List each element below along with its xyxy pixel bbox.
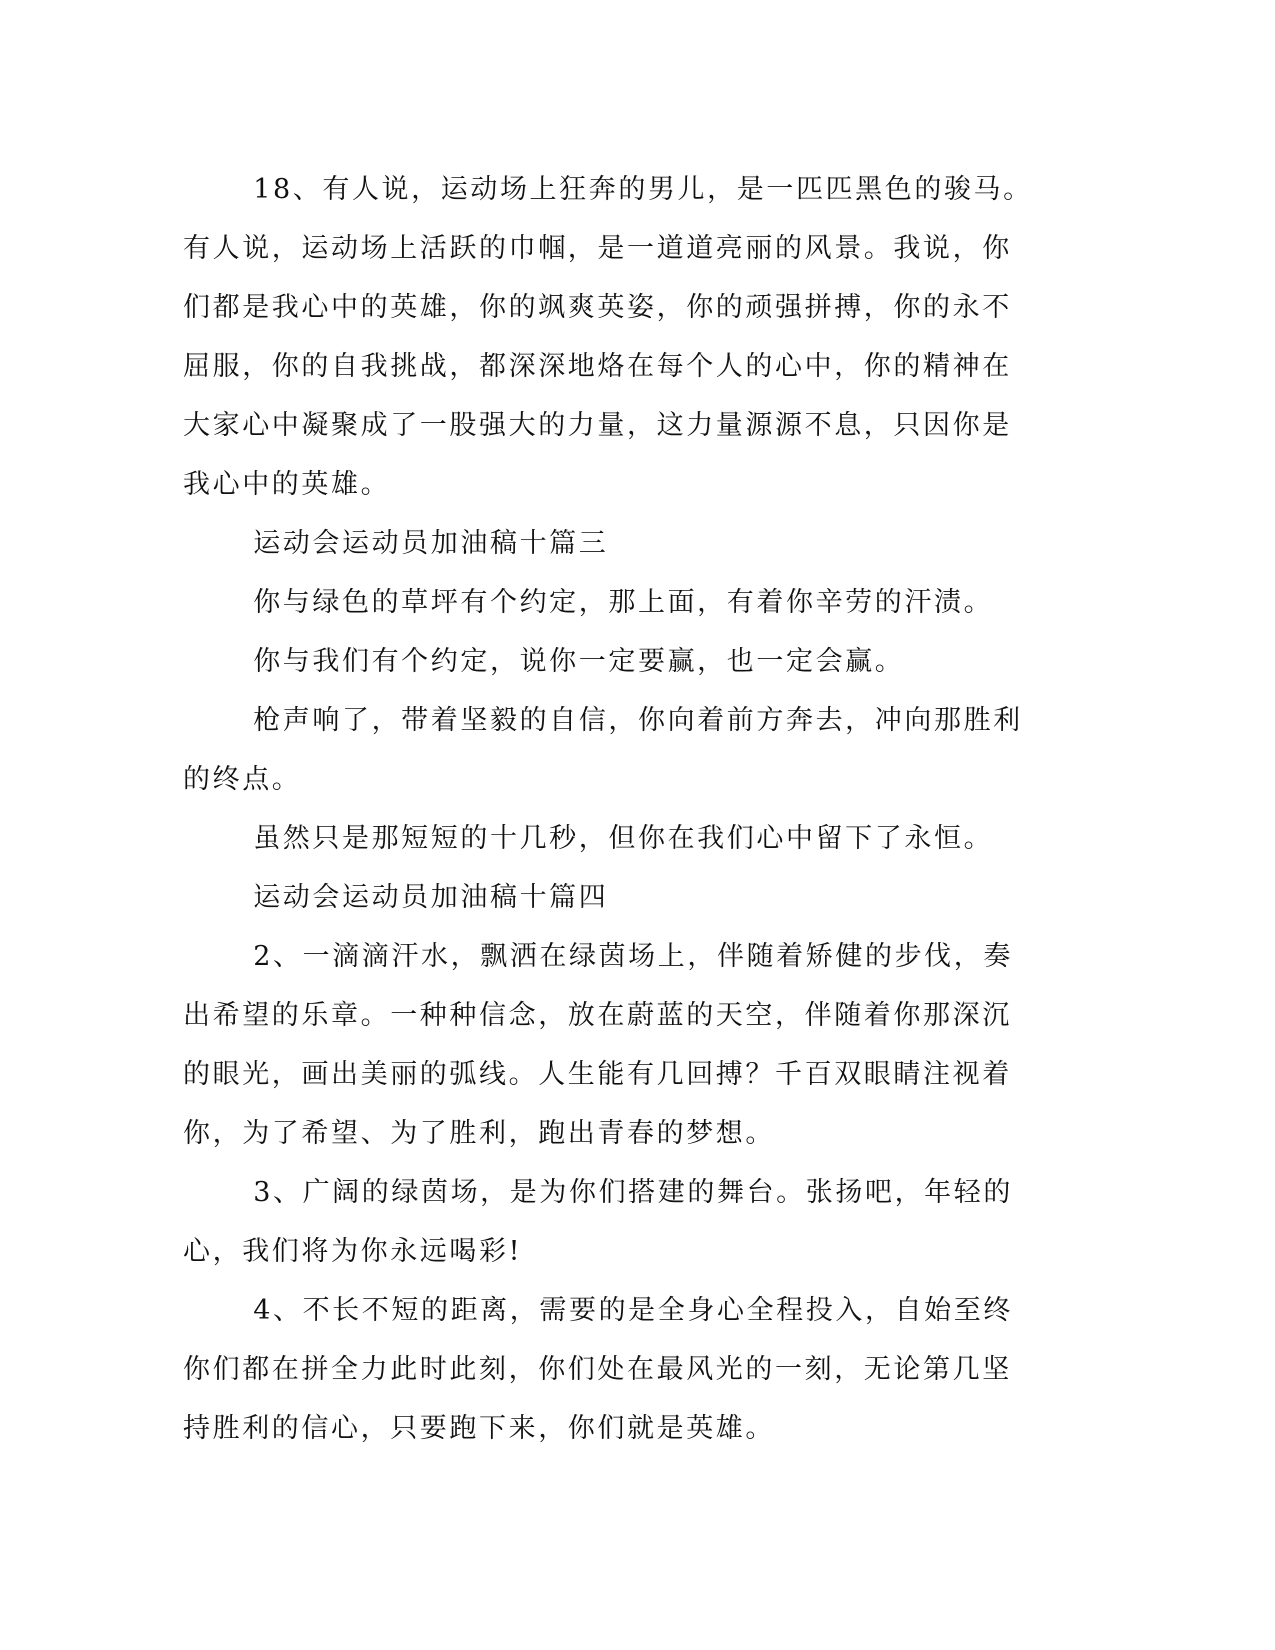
section-heading-3: 运动会运动员加油稿十篇三 — [253, 528, 609, 559]
paragraph-4: 枪声响了，带着坚毅的自信，你向着前方奔去，冲向那胜利的终点。 — [183, 705, 1023, 795]
paragraph-7: 3、广阔的绿茵场，是为你们搭建的舞台。张扬吧，年轻的心，我们将为你永远喝彩! — [183, 1177, 1013, 1267]
paragraph-1: 18、有人说，运动场上狂奔的男儿，是一匹匹黑色的骏马。有人说，运动场上活跃的巾帼，是一道道亮丽的风景。我说，你们都是我心中的英雄，你的飒爽英姿，你的顽强拼搏，你的永不屈服，你的自我挑战，都深深地烙在每个人的心中，你的精神在大家心中凝聚成了一股强大的力量，这力量源源不息，只因你是我心中的英雄。 — [183, 174, 1033, 500]
document-body — [183, 160, 1033, 1458]
paragraph-8: 4、不长不短的距离，需要的是全身心全程投入，自始至终你们都在拼全力此时此刻，你们处在最风光的一刻，无论第几坚持胜利的信心，只要跑下来，你们就是英雄。 — [183, 1295, 1013, 1444]
paragraph-3: 你与我们有个约定，说你一定要赢，也一定会赢。 — [253, 646, 905, 677]
paragraph-5: 虽然只是那短短的十几秒，但你在我们心中留下了永恒。 — [253, 823, 994, 854]
paragraph-6: 2、一滴滴汗水，飘洒在绿茵场上，伴随着矫健的步伐，奏出希望的乐章。一种种信念，放在蔚蓝的天空，伴随着你那深沉的眼光，画出美丽的弧线。人生能有几回搏？千百双眼睛注视着你，为了希望、为了胜利，跑出青春的梦想。 — [183, 941, 1013, 1149]
paragraph-2: 你与绿色的草坪有个约定，那上面，有着你辛劳的汗渍。 — [253, 587, 994, 618]
section-heading-4: 运动会运动员加油稿十篇四 — [253, 882, 609, 913]
